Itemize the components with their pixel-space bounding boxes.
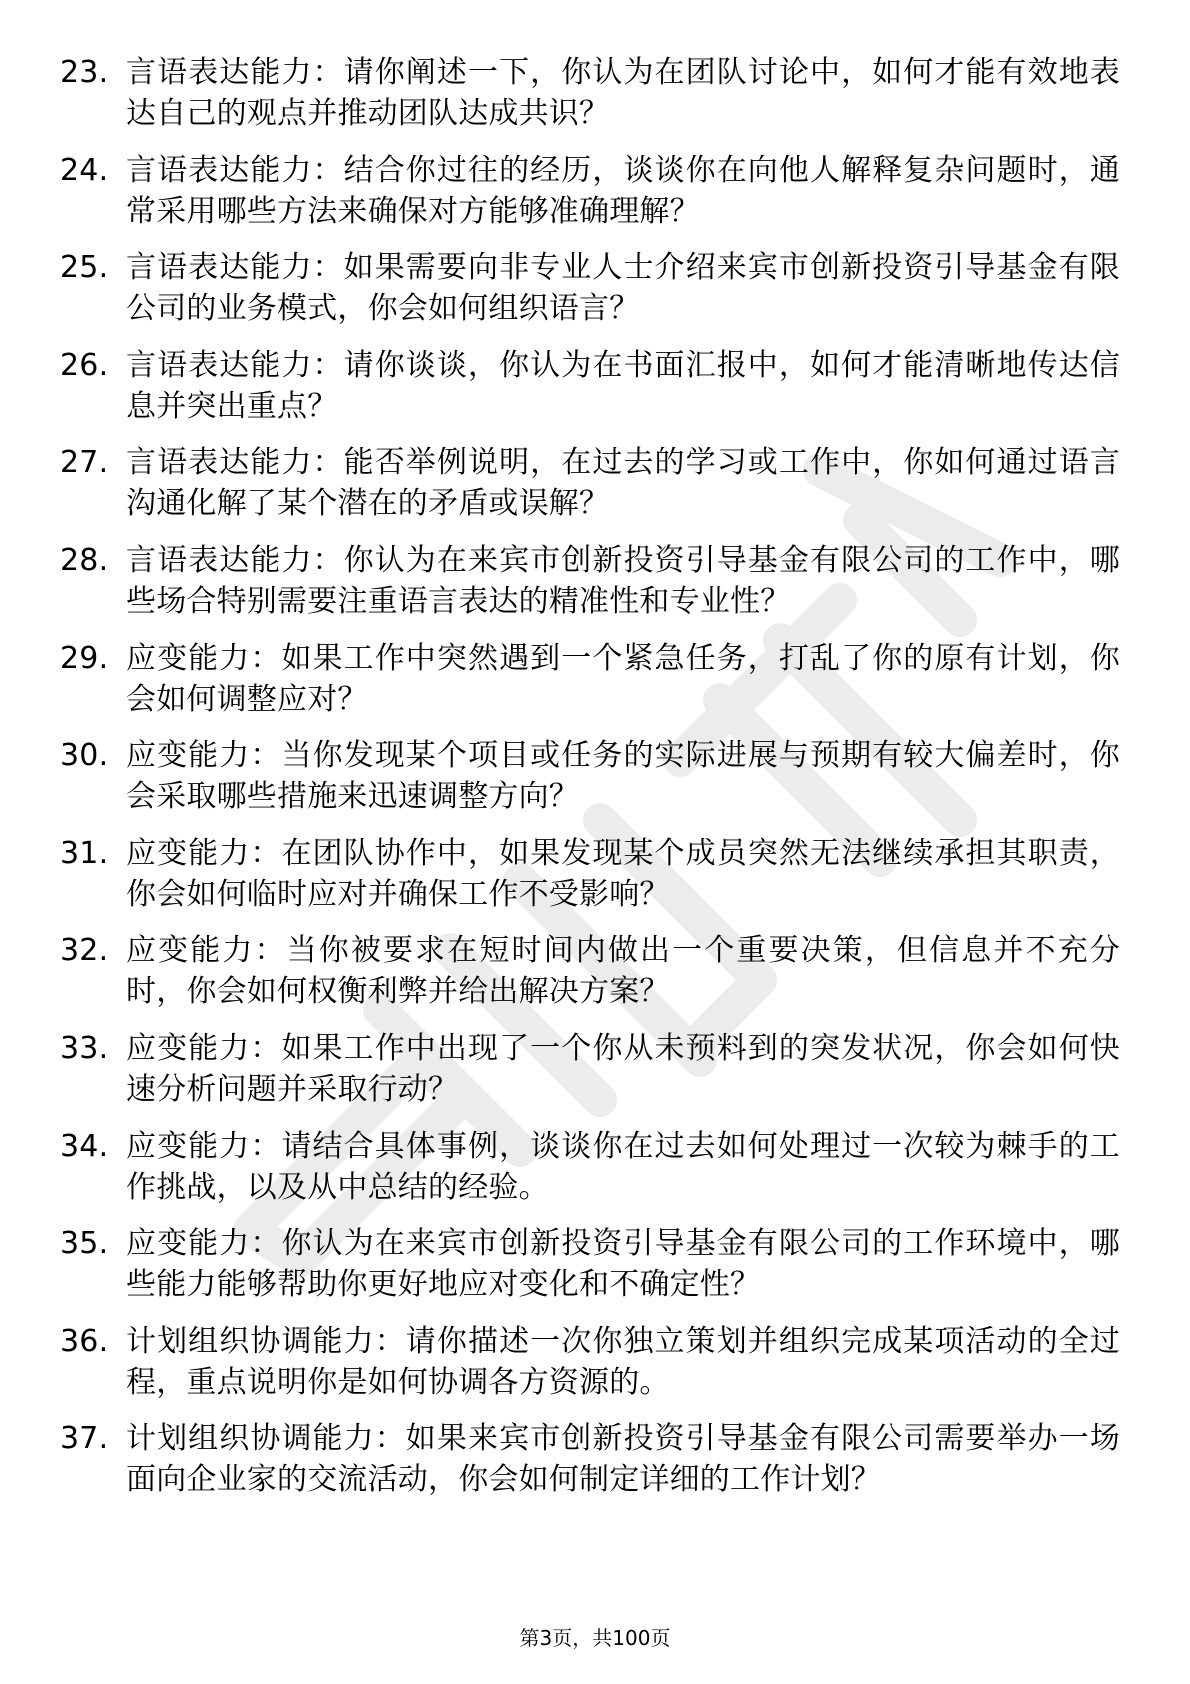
question-number: 28. xyxy=(60,542,109,578)
question-item xyxy=(60,1321,1120,1403)
question-item xyxy=(60,247,1120,329)
question-item xyxy=(60,52,1120,134)
question-number: 33. xyxy=(60,1030,109,1066)
question-text: 应变能力：当你被要求在短时间内做出一个重要决策，但信息并不充分时，你会如何权衡利弊并给出解决方案？ xyxy=(126,933,1120,1010)
question-number: 36. xyxy=(60,1323,109,1359)
question-item xyxy=(60,1126,1120,1208)
question-number: 27. xyxy=(60,445,109,481)
question-text: 计划组织协调能力：请你描述一次你独立策划并组织完成某项活动的全过程，重点说明你是如何协调各方资源的。 xyxy=(126,1323,1120,1400)
question-item xyxy=(60,442,1120,524)
question-text: 应变能力：当你发现某个项目或任务的实际进展与预期有较大偏差时，你会采取哪些措施来迅速调整方向？ xyxy=(126,738,1120,815)
question-number: 32. xyxy=(60,933,109,969)
question-number: 23. xyxy=(60,55,109,90)
question-item xyxy=(60,735,1120,817)
question-text: 言语表达能力：能否举例说明，在过去的学习或工作中，你如何通过语言沟通化解了某个潜在的矛盾或误解？ xyxy=(126,445,1120,522)
question-item xyxy=(60,930,1120,1012)
question-number: 26. xyxy=(60,347,109,383)
question-text: 应变能力：如果工作中出现了一个你从未预料到的突发状况，你会如何快速分析问题并采取行动？ xyxy=(126,1030,1120,1107)
question-item xyxy=(60,345,1120,427)
question-number: 34. xyxy=(60,1128,109,1164)
question-item xyxy=(60,1418,1120,1500)
question-text: 言语表达能力：结合你过往的经历，谈谈你在向他人解释复杂问题时，通常采用哪些方法来确保对方能够准确理解？ xyxy=(126,152,1120,229)
question-number: 37. xyxy=(60,1421,109,1457)
question-number: 31. xyxy=(60,835,109,871)
question-text: 计划组织协调能力：如果来宾市创新投资引导基金有限公司需要举办一场面向企业家的交流活动，你会如何制定详细的工作计划？ xyxy=(126,1421,1120,1498)
question-number: 24. xyxy=(60,152,109,188)
question-text: 言语表达能力：请你阐述一下，你认为在团队讨论中，如何才能有效地表达自己的观点并推动团队达成共识？ xyxy=(126,55,1120,131)
question-number: 29. xyxy=(60,640,109,676)
question-text: 应变能力：如果工作中突然遇到一个紧急任务，打乱了你的原有计划，你会如何调整应对？ xyxy=(126,640,1120,717)
question-item xyxy=(60,150,1120,232)
question-item xyxy=(60,540,1120,622)
question-text: 应变能力：在团队协作中，如果发现某个成员突然无法继续承担其职责，你会如何临时应对并确保工作不受影响？ xyxy=(126,835,1120,912)
question-item xyxy=(60,1028,1120,1110)
question-text: 言语表达能力：请你谈谈，你认为在书面汇报中，如何才能清晰地传达信息并突出重点？ xyxy=(126,347,1120,424)
question-number: 30. xyxy=(60,738,109,774)
question-number: 35. xyxy=(60,1226,109,1262)
question-text: 言语表达能力：如果需要向非专业人士介绍来宾市创新投资引导基金有限公司的业务模式，你会如何组织语言？ xyxy=(126,250,1120,327)
question-text: 应变能力：请结合具体事例，谈谈你在过去如何处理过一次较为棘手的工作挑战，以及从中总结的经验。 xyxy=(126,1128,1120,1205)
question-item xyxy=(60,1223,1120,1305)
page-number-footer: 第3页，共100页 xyxy=(519,1626,671,1650)
question-item xyxy=(60,833,1120,915)
question-list xyxy=(60,52,1120,1516)
question-text: 言语表达能力：你认为在来宾市创新投资引导基金有限公司的工作中，哪些场合特别需要注重语言表达的精准性和专业性？ xyxy=(126,542,1120,619)
question-number: 25. xyxy=(60,250,109,286)
question-item xyxy=(60,638,1120,720)
question-text: 应变能力：你认为在来宾市创新投资引导基金有限公司的工作环境中，哪些能力能够帮助你更好地应对变化和不确定性？ xyxy=(126,1226,1120,1303)
